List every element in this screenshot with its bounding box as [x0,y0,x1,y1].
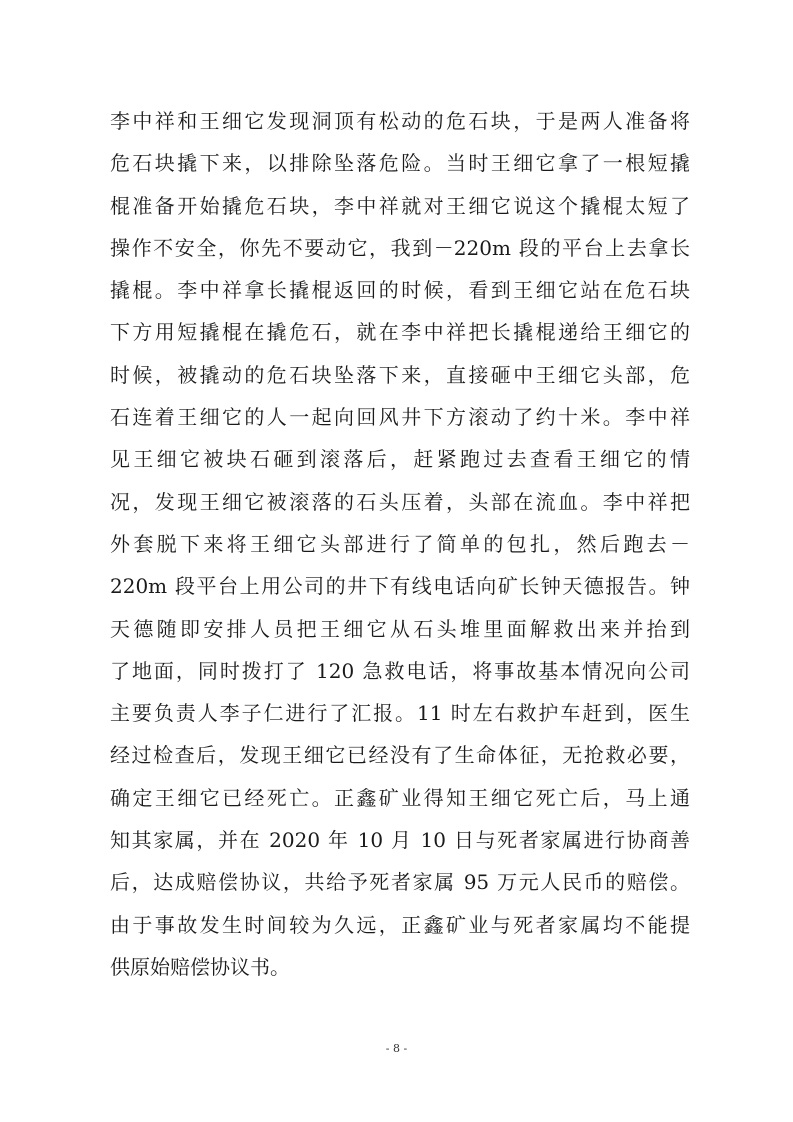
text-line: 天德随即安排人员把王细它从石头堆里面解救出来并抬到 [110,616,690,641]
text-line: 后，达成赔偿协议，共给予死者家属 95 万元人民币的赔偿。 [110,870,690,895]
text-line: 下方用短撬棍在撬危石，就在李中祥把长撬棍递给王细它的 [110,320,690,345]
text-line: 石连着王细它的人一起向回风井下方滚动了约十米。李中祥 [110,405,690,430]
text-line: 供原始赔偿协议书。 [110,954,290,979]
text-line: 撬棍。李中祥拿长撬棍返回的时候，看到王细它站在危石块 [110,278,690,303]
text-line: 操作不安全，你先不要动它，我到－220m 段的平台上去拿长 [110,235,690,260]
text-line: 知其家属，并在 2020 年 10 月 10 日与死者家属进行协商善 [110,828,690,853]
text-line: 棍准备开始撬危石块，李中祥就对王细它说这个撬棍太短了 [110,193,690,218]
text-line: 见王细它被块石砸到滚落后，赶紧跑过去查看王细它的情 [110,447,690,472]
text-line: 时候，被撬动的危石块坠落下来，直接砸中王细它头部，危 [110,362,690,387]
text-line: 确定王细它已经死亡。正鑫矿业得知王细它死亡后，马上通 [110,785,690,810]
text-line: 了地面，同时拨打了 120 急救电话，将事故基本情况向公司 [110,658,690,683]
text-line: 主要负责人李子仁进行了汇报。11 时左右救护车赶到，医生 [110,701,690,726]
text-line: 由于事故发生时间较为久远，正鑫矿业与死者家属均不能提 [110,912,690,937]
text-line: 220m 段平台上用公司的井下有线电话向矿长钟天德报告。钟 [110,574,690,599]
text-line: 李中祥和王细它发现洞顶有松动的危石块，于是两人准备将 [110,109,690,133]
body-text [110,100,690,988]
text-line: 外套脱下来将王细它头部进行了简单的包扎，然后跑去－ [110,531,690,556]
page-number: - 8 - [385,1042,408,1055]
text-line: 经过检查后，发现王细它已经没有了生命体征，无抢救必要， [110,743,690,768]
text-line: 危石块撬下来，以排除坠落危险。当时王细它拿了一根短撬 [110,151,690,176]
text-line: 况，发现王细它被滚落的石头压着，头部在流血。李中祥把 [110,489,690,514]
